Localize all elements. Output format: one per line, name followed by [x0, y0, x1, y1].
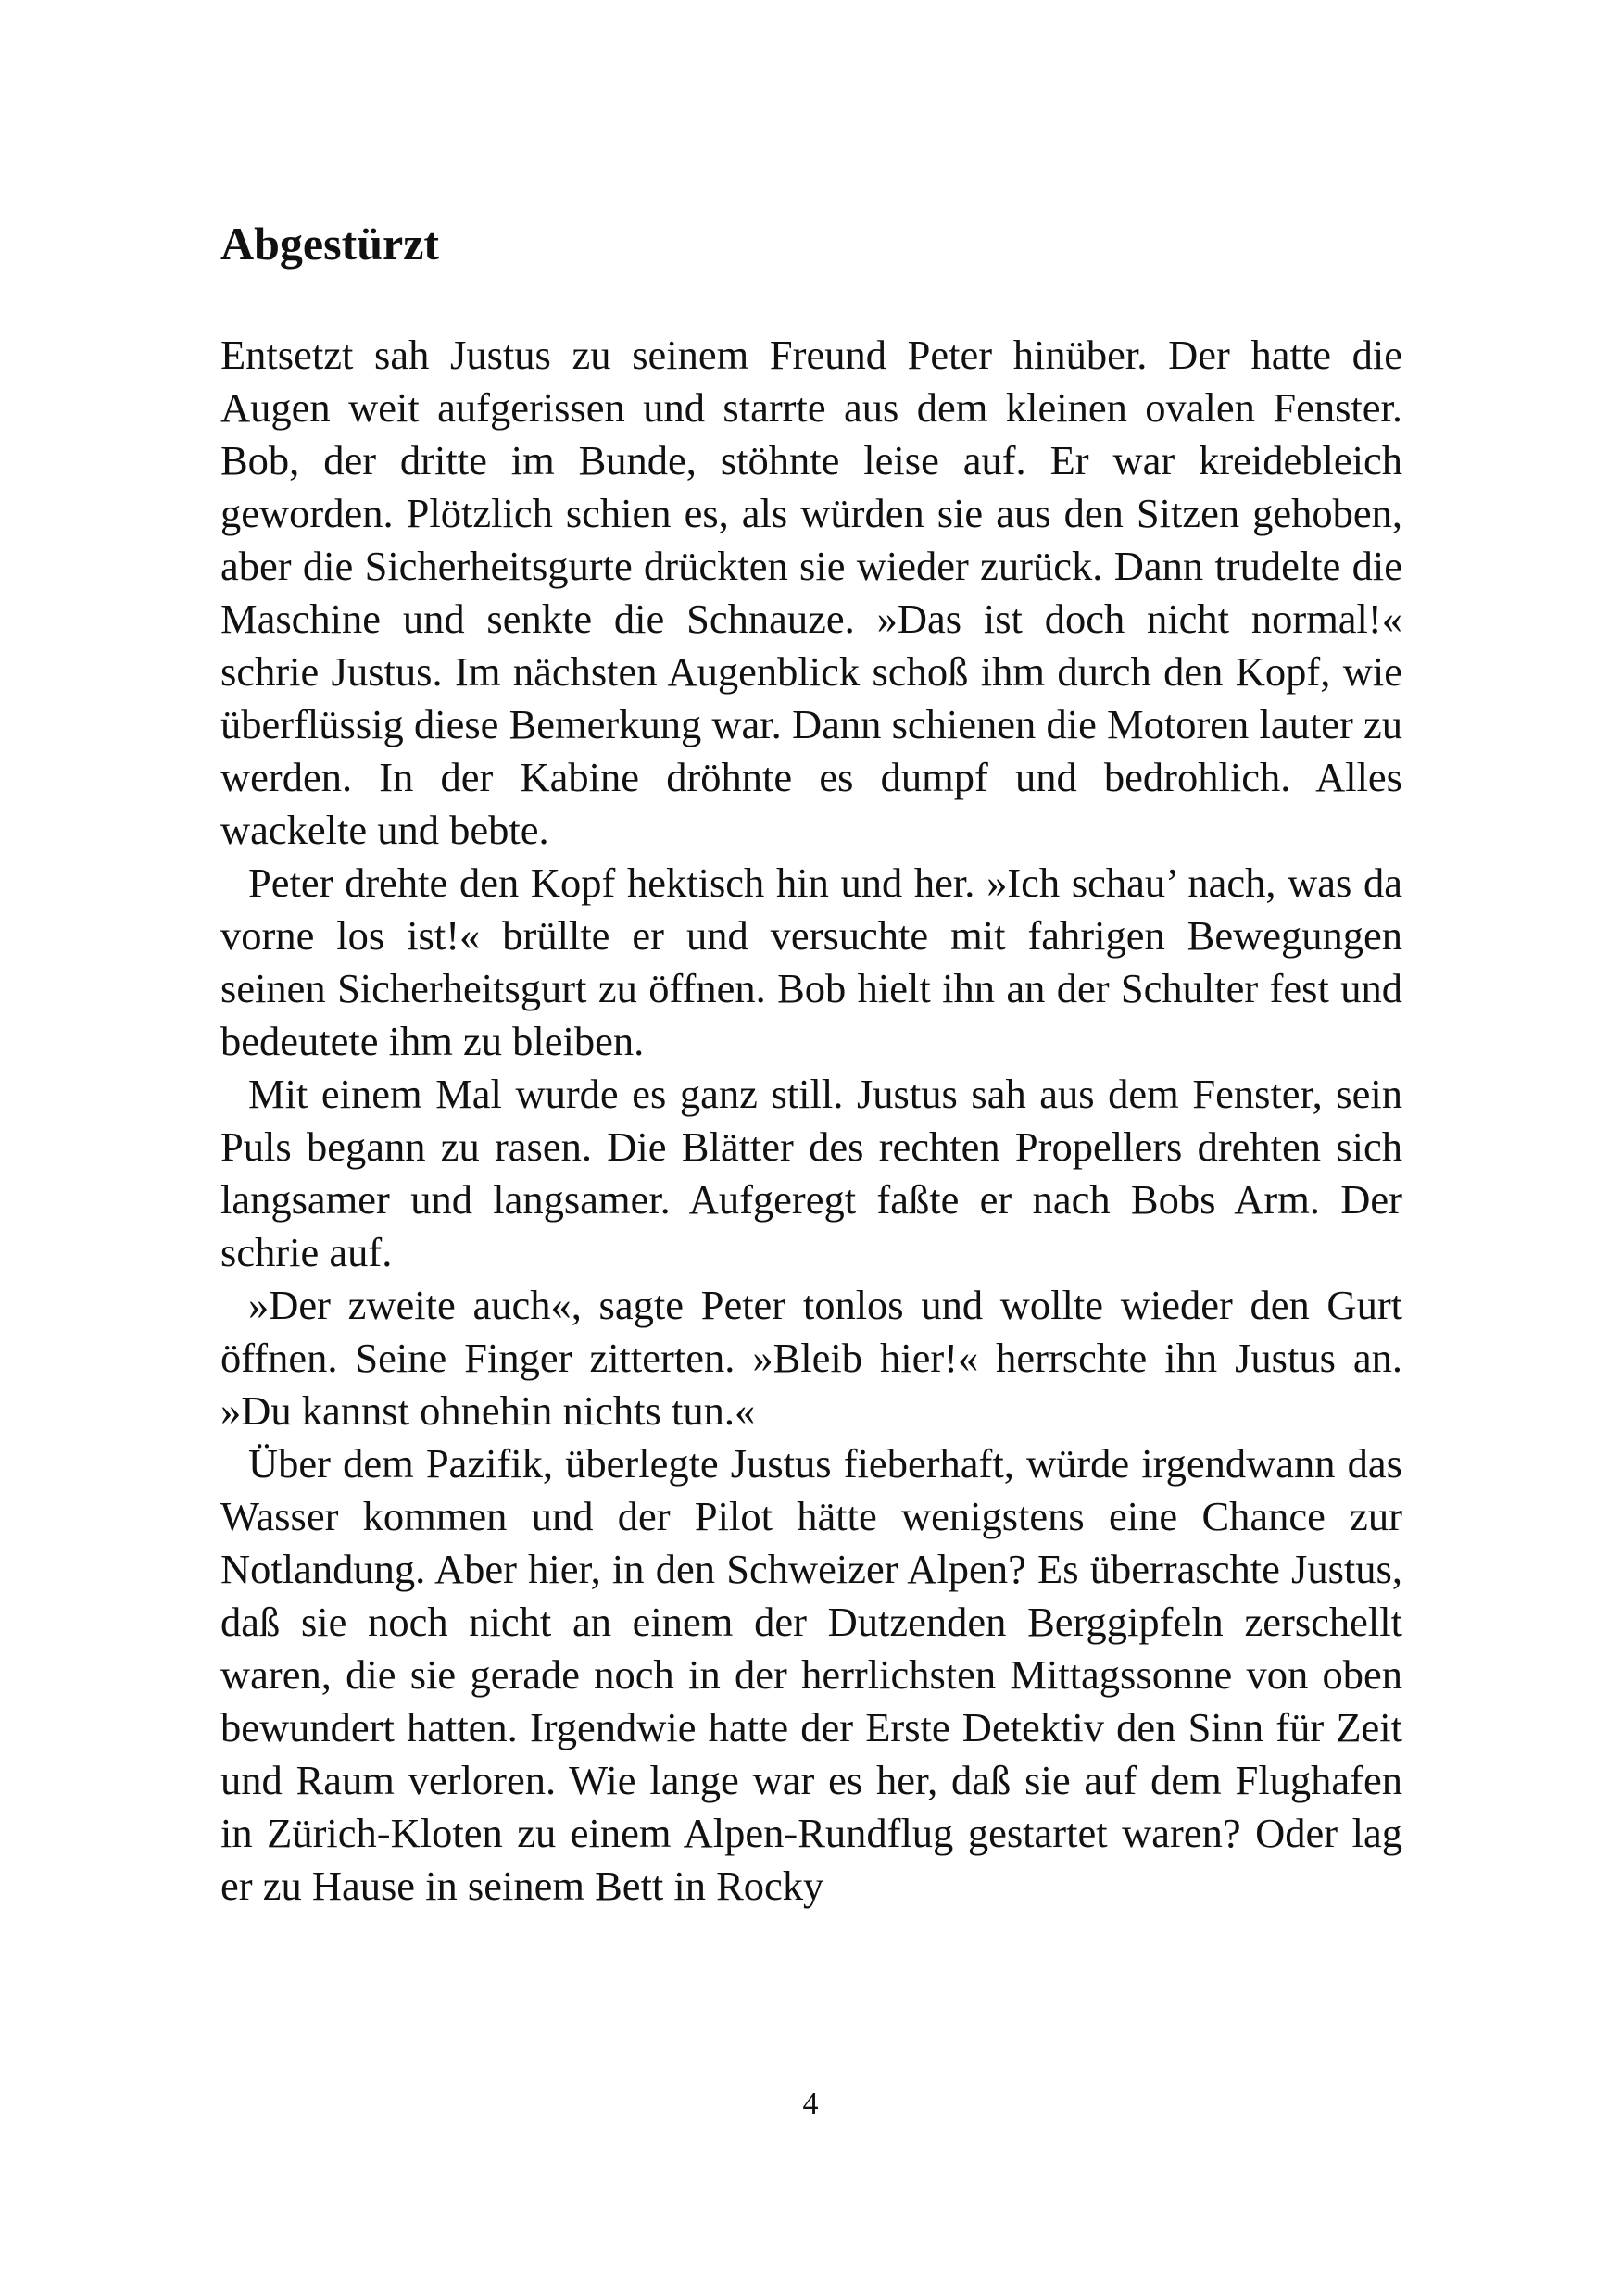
- paragraph: Peter drehte den Kopf hektisch hin und her. »Ich schau’ nach, was da vorne los ist!« brüllte er und versuchte mit fahrigen Bewegungen seinen Sicherheitsgurt zu öffnen. Bob hielt ihn an der Schulter fest und bedeutete ihm zu bleiben.: [220, 859, 1402, 1064]
- paragraph: »Der zweite auch«, sagte Peter tonlos und wollte wieder den Gurt öffnen. Seine Finger zitterten. »Bleib hier!« herrschte ihn Justus an. »Du kannst ohnehin nichts tun.«: [220, 1282, 1402, 1434]
- body-text: [220, 329, 1402, 1913]
- paragraph: Über dem Pazifik, überlegte Justus fieberhaft, würde irgendwann das Wasser kommen und der Pilot hätte wenigstens eine Chance zur Notlandung. Aber hier, in den Schweizer Alpen? Es überraschte Justus, daß sie noch nicht an einem der Dutzenden Berggipfeln zerschellt waren, die sie gerade noch in der herrlichsten Mittagssonne von oben bewundert hatten. Irgendwie hatte der Erste Detektiv den Sinn für Zeit und Raum verloren. Wie lange war es her, daß sie auf dem Flughafen in Zürich-Kloten zu einem Alpen-Rundflug gestartet waren? Oder lag er zu Hause in seinem Bett in Rocky: [220, 1440, 1402, 1909]
- paragraph: Entsetzt sah Justus zu seinem Freund Peter hinüber. Der hatte die Augen weit aufgerissen und starrte aus dem kleinen ovalen Fenster. Bob, der dritte im Bunde, stöhnte leise auf. Er war kreidebleich geworden. Plötzlich schien es, als würden sie aus den Sitzen gehoben, aber die Sicherheitsgurte drückten sie wieder zurück. Dann trudelte die Maschine und senkte die Schnauze. »Das ist doch nicht normal!« schrie Justus. Im nächsten Augenblick schoß ihm durch den Kopf, wie überflüssig diese Bemerkung war. Dann schienen die Motoren lauter zu werden. In der Kabine dröhnte es dumpf und bedrohlich. Alles wackelte und bebte.: [220, 332, 1402, 853]
- chapter-title: Abgestürzt: [220, 218, 440, 270]
- page-number: 4: [802, 2087, 819, 2121]
- paragraph: Mit einem Mal wurde es ganz still. Justus sah aus dem Fenster, sein Puls begann zu rasen. Die Blätter des rechten Propellers drehten sich langsamer und langsamer. Aufgeregt faßte er nach Bobs Arm. Der schrie auf.: [220, 1071, 1402, 1275]
